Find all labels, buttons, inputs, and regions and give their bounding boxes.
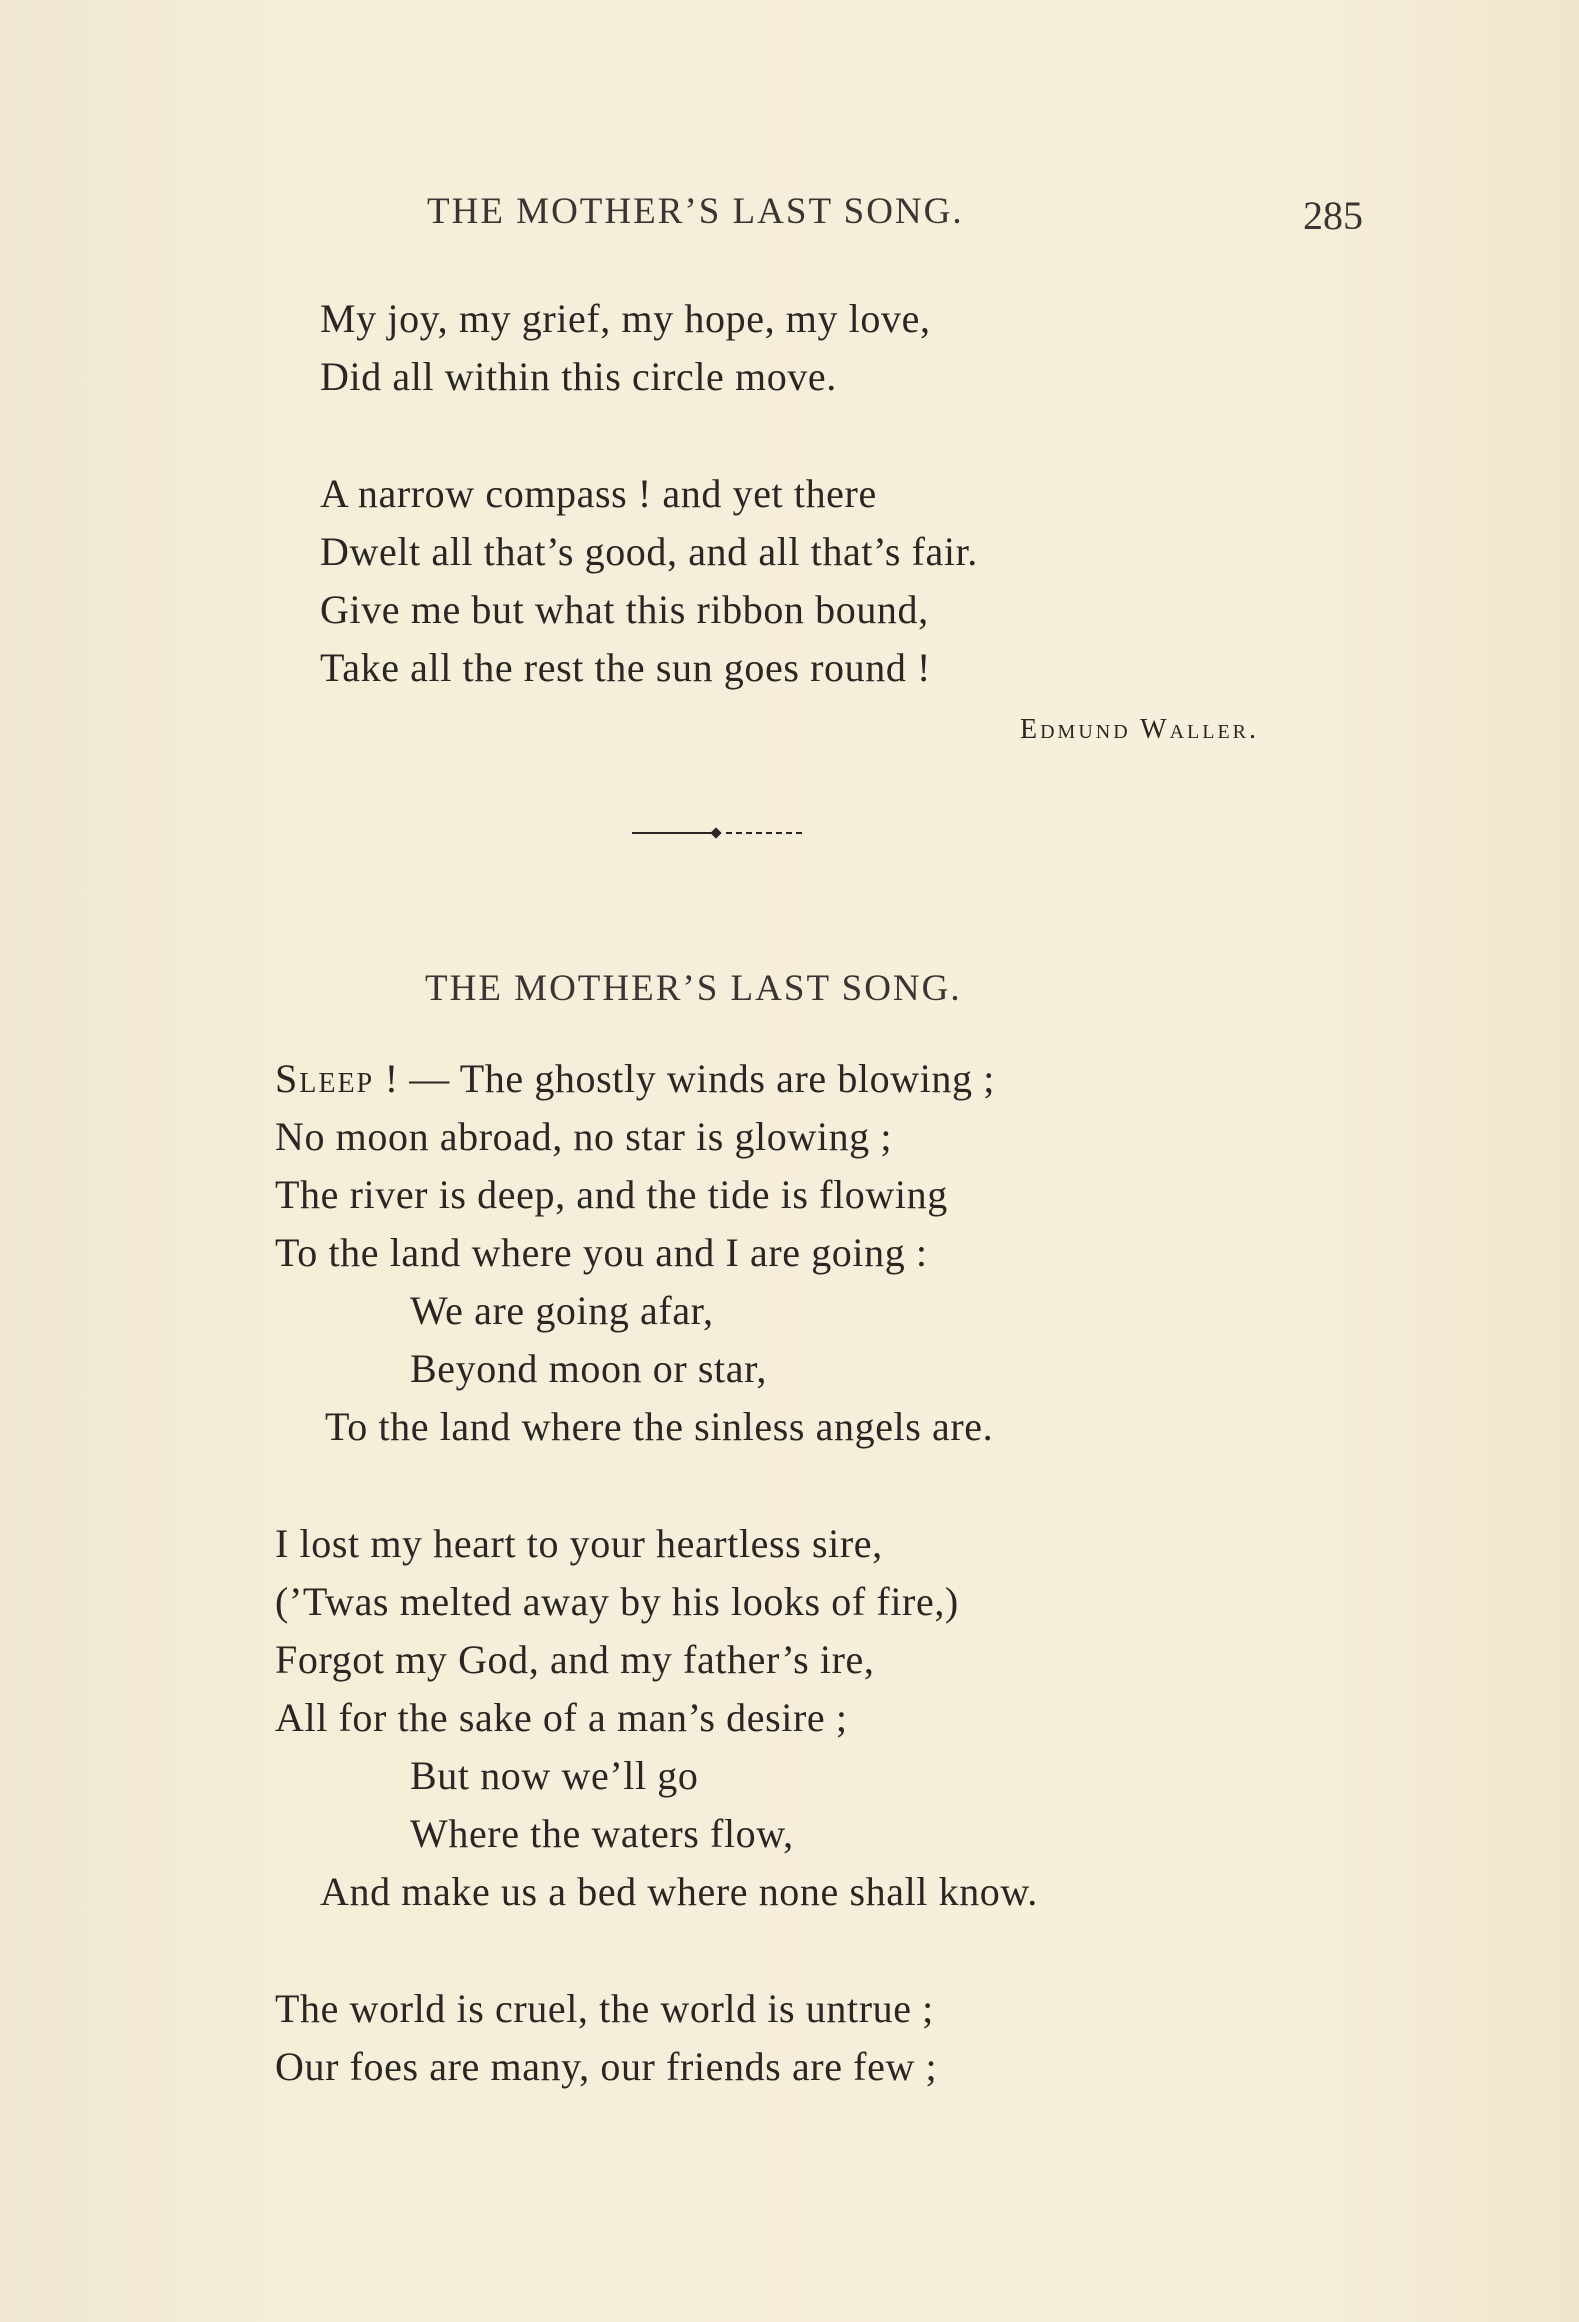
verse-line: The river is deep, and the tide is flowing — [275, 1172, 948, 1217]
poem-title: THE MOTHER’S LAST SONG. — [425, 968, 962, 1009]
page-number: 285 — [1303, 193, 1363, 238]
verse-line: All for the sake of a man’s desire ; — [275, 1695, 848, 1740]
verse-line: (’Twas melted away by his looks of fire,) — [275, 1579, 959, 1624]
verse-line: Dwelt all that’s good, and all that’s fair. — [320, 529, 978, 574]
verse-line: My joy, my grief, my hope, my love, — [320, 296, 931, 341]
verse-line: Give me but what this ribbon bound, — [320, 587, 929, 632]
verse-line: Take all the rest the sun goes round ! — [320, 645, 931, 690]
verse-line: Did all within this circle move. — [320, 354, 837, 399]
verse-line: And make us a bed where none shall know. — [320, 1869, 1038, 1914]
diamond-icon — [710, 827, 721, 838]
section-divider-ornament — [632, 828, 802, 838]
verse-line: A narrow compass ! and yet there — [320, 471, 877, 516]
verse-line: No moon abroad, no star is glowing ; — [275, 1114, 893, 1159]
verse-line: But now we’ll go — [410, 1753, 699, 1798]
verse-first-word: Sleep — [275, 1056, 375, 1101]
verse-line-rest: ! — The ghostly winds are blowing ; — [374, 1056, 995, 1101]
running-head: THE MOTHER’S LAST SONG. — [427, 191, 964, 232]
author-attribution: Edmund Waller. — [1019, 714, 1259, 745]
verse-line: To the land where you and I are going : — [275, 1230, 928, 1275]
verse-line: The world is cruel, the world is untrue ; — [275, 1986, 934, 2031]
verse-line: Forgot my God, and my father’s ire, — [275, 1637, 875, 1682]
verse-line: I lost my heart to your heartless sire, — [275, 1521, 883, 1566]
divider-rule — [632, 832, 712, 834]
verse-line: We are going afar, — [410, 1288, 714, 1333]
divider-rule — [726, 832, 802, 834]
verse-line: To the land where the sinless angels are. — [325, 1404, 994, 1449]
verse-line: Our foes are many, our friends are few ; — [275, 2044, 938, 2089]
verse-line: Where the waters flow, — [410, 1811, 794, 1856]
verse-line — [275, 1055, 995, 1102]
verse-line: Beyond moon or star, — [410, 1346, 768, 1391]
